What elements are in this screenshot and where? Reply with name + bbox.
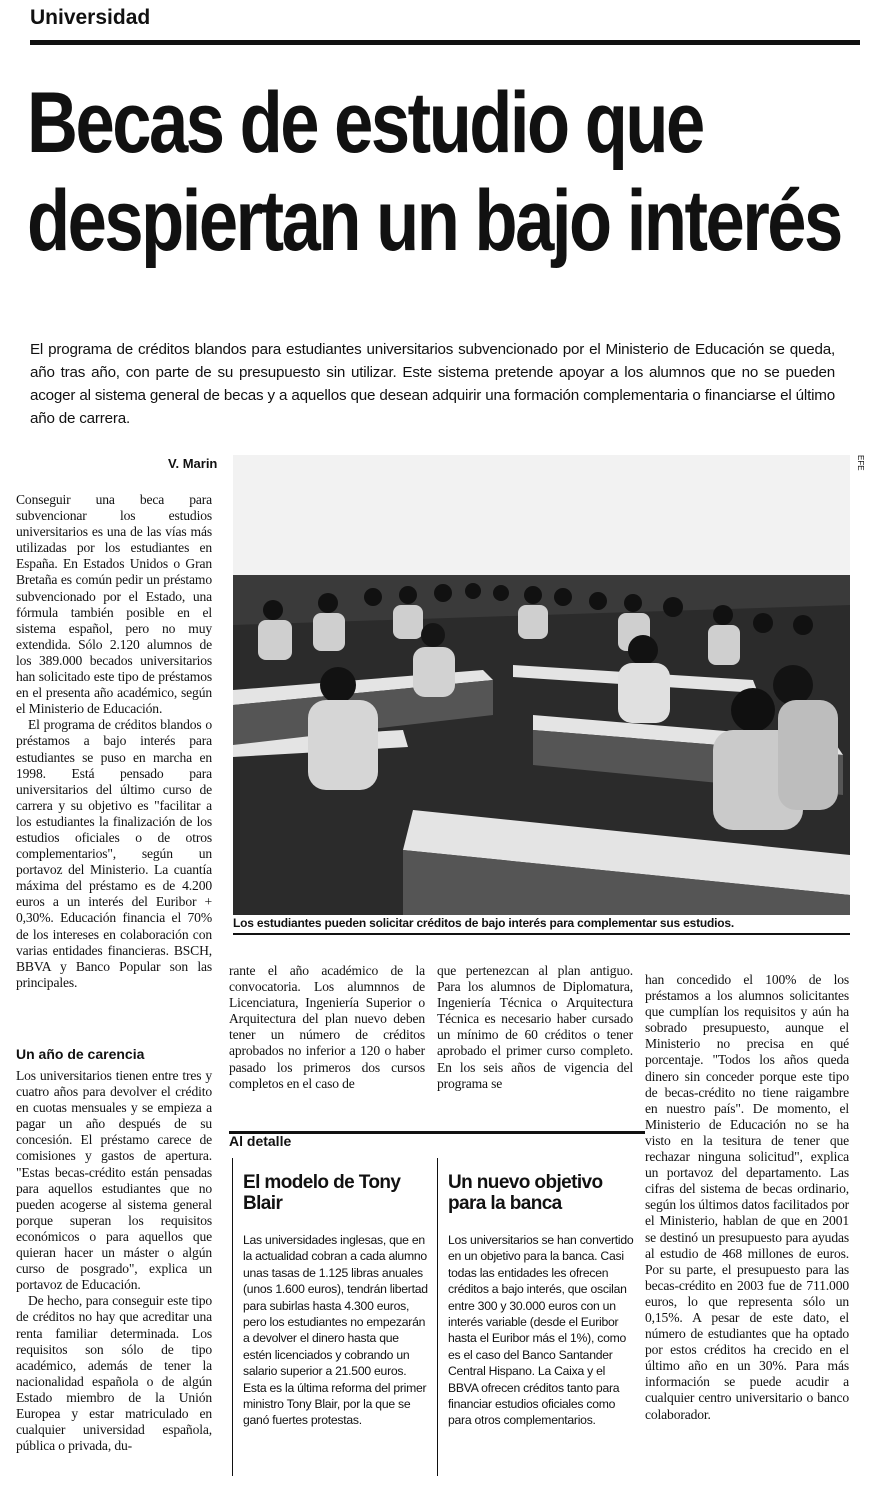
sidebar-box-title: Un nuevo objetivo para la banca (448, 1172, 603, 1214)
headline-line-1: Becas de estudio que (27, 75, 703, 171)
body-paragraph: han concedido el 100% de los préstamos a los alumnos solicitantes que cumplían los requisitos y aún ha sobrado presupuesto, aunque el Ministerio no precisa en qué porcentaje. "Todos los años queda dinero sin conceder porque este tipo de becas-crédito no tiene raigambre en nuestro país". De momento, el Ministerio de Educación no se ha visto en la tesitura de tener que rechazar ninguna solicitud", explica un portavoz del departamento. Las cifras del sistema de becas ordinario, según los últimos datos facilitados por el Ministerio, hablan de que en 2001 se destinó un presupuesto para ayudas al estudio de 468 millones de euros. Por su parte, el presupuesto para las becas-crédito en 2003 fue de 711.000 euros, lo que representa sólo un 0,15%. A pesar de este dato, el número de estudiantes que ha optado por estos créditos ha crecido en el último año en un 30%. Para más información se puede acudir a cualquier centro universitario o banco colaborador. (645, 972, 849, 1422)
sidebar-box-banca (437, 1158, 637, 1476)
body-column-4 (645, 972, 849, 1423)
sidebar-box-title: El modelo de Tony Blair (243, 1172, 401, 1214)
sidebar-box-tony-blair (232, 1158, 428, 1476)
sidebar-box-text: Los universitarios se han convertido en un objetivo para la banca. Casi todas las entidades les ofrecen créditos a bajo interés, que oscilan entre 300 y 30.000 euros con un interés variable (desde el Euribor hasta el Euribor más el 1%), como es el caso del Banco Santander Central Hispano. La Caixa y el BBVA ofrecen créditos tanto para financiar estudios oficiales como para otros complementarios. (448, 1233, 634, 1428)
headline (27, 74, 841, 270)
body-column-3 (437, 963, 633, 1092)
byline: V. Marin (168, 456, 218, 471)
photo-credit: EFE (856, 455, 865, 471)
body-paragraph: Los universitarios tienen entre tres y cuatro años para devolver el crédito en cuotas mensuales y se empieza a pagar un año después de su concesión. El préstamo carece de comisiones y gastos de apertura. "Estas becas-crédito están pensadas para aquellos estudiantes que no pueden acogerse al sistema general porque superan los requisitos económicos o para aquellos que quieran hacer un máster o algún curso de posgrado", explica un portavoz de Educación. (16, 1068, 212, 1293)
section-rule (30, 40, 860, 45)
body-paragraph: que pertenezcan al plan antiguo. Para los alumnos de Diplomatura, Ingeniería Técnica o Arquitectura Técnica es necesario haber cursado un mínimo de 60 créditos o tener aprobado el primer curso completo. En los seis años de vigencia del programa se (437, 963, 633, 1091)
subhead-carencia: Un año de carencia (16, 1046, 145, 1062)
headline-line-2: despiertan un bajo interés (27, 173, 841, 269)
body-column-2 (229, 963, 425, 1092)
photo-caption: Los estudiantes pueden solicitar créditos de bajo interés para complementar sus estudios. (233, 916, 850, 935)
classroom-photo-illustration (233, 455, 850, 915)
detalle-rule (229, 1131, 645, 1153)
deck-summary: El programa de créditos blandos para estudiantes universitarios subvencionado por el Ministerio de Educación se queda, año tras año, con parte de su presupuesto sin utilizar. Este sistema pretende apoyar a los alumnos que no se pueden acoger al sistema general de becas y a aquellos que desean adquirir una formación complementaria o financiarse el último año de carrera. (30, 341, 835, 427)
detalle-label: Al detalle (229, 1133, 292, 1149)
body-paragraph: El programa de créditos blandos o préstamos a bajo interés para estudiantes se puso en marcha en 1998. Está pensado para universitarios del último curso de carrera y su objetivo es "facilitar a los estudiantes la finalización de los estudios oficiales o de otros complementarios", según un portavoz del Ministerio. La cuantía máxima del préstamo es de 4.200 euros a un interés del Euribor + 0,30%. Educación financia el 70% de los intereses en colaboración con varias entidades financieras. BSCH, BBVA y Banco Popular son las principales. (16, 717, 212, 990)
body-paragraph: De hecho, para conseguir este tipo de créditos no hay que acreditar una renta familiar determinada. Los requisitos son sólo de tipo académico, además de tener la nacionalidad española o de algún Estado miembro de la Unión Europea y estar matriculado en cualquier universidad española, pública o privada, du- (16, 1293, 212, 1454)
body-column-1-continued (16, 1068, 212, 1454)
classroom-photo (233, 455, 850, 915)
body-paragraph: Conseguir una beca para subvencionar los estudios universitarios es una de las vías más utilizadas por los estudiantes en España. En Estados Unidos o Gran Bretaña es común pedir un préstamo subvencionado por el Estado, una fórmula también posible en el sistema español, pero no muy extendida. Sólo 2.120 alumnos de los 389.000 becados universitarios han solicitado este tipo de préstamos en el presenta año académico, según el Ministerio de Educación. (16, 492, 212, 717)
body-paragraph: rante el año académico de la convocatoria. Los alumnnos de Licenciatura, Ingeniería Superior o Arquitectura del plan nuevo deben tener un número de créditos aprobados no inferior a 120 o haber pasado los primeros dos cursos completos en el caso de (229, 963, 425, 1091)
sidebar-box-text: Las universidades inglesas, que en la actualidad cobran a cada alumno unas tasas de 1.125 libras anuales (unos 1.600 euros), tendrán libertad para subirlas hasta 4.300 euros, pero los estudiantes no empezarán a devolver el dinero hasta que estén licenciados y cobrando un salario superior a 21.500 euros. Esta es la última reforma del primer ministro Tony Blair, por la que se ganó fuertes protestas. (243, 1233, 428, 1428)
body-column-1 (16, 492, 212, 991)
section-label: Universidad (30, 6, 151, 29)
